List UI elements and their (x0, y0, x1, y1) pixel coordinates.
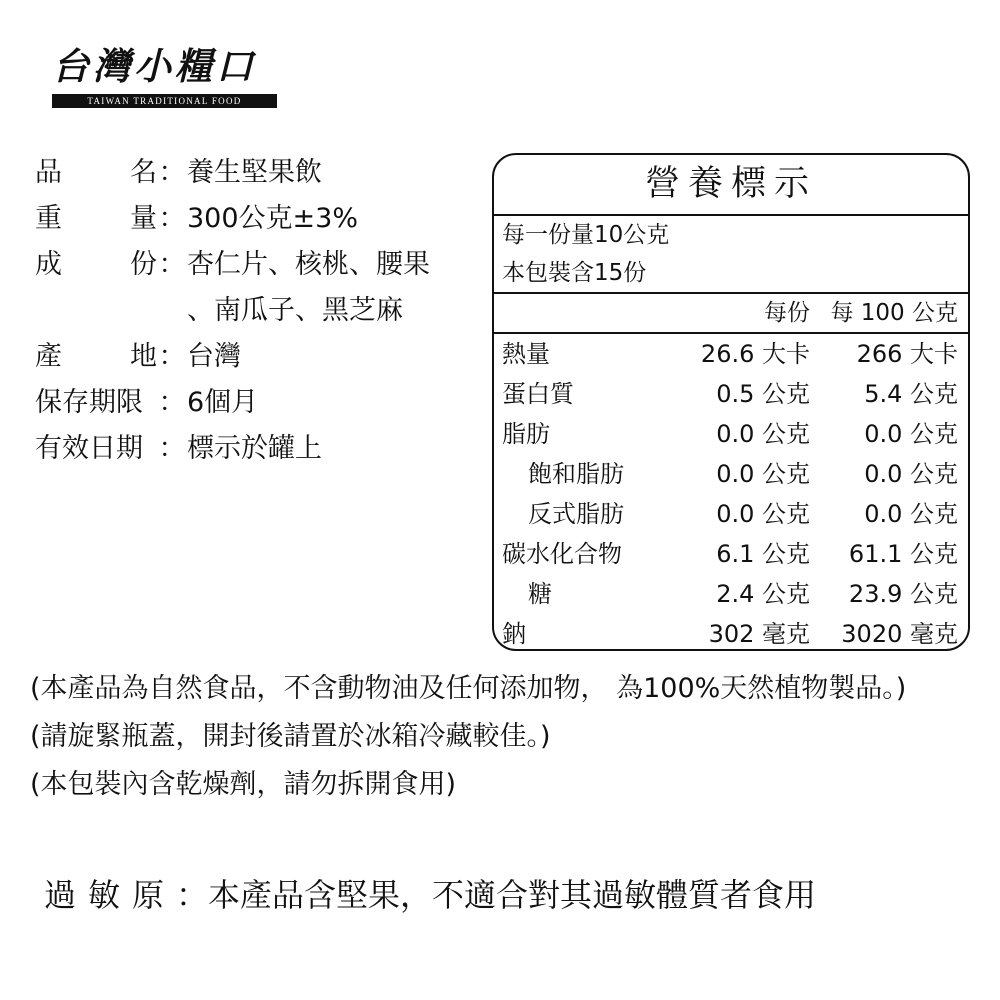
spec-value: 台灣 (187, 341, 241, 372)
nutrition-facts-panel (492, 153, 970, 651)
spec-colon: ： (158, 387, 186, 418)
spec-label (35, 196, 157, 242)
nutrient-per-serving: 6.1 公克 (716, 540, 810, 568)
nutrition-row (494, 334, 968, 374)
spec-value: 養生堅果飲 (187, 157, 322, 188)
nutrition-rows (494, 334, 968, 651)
brand-logo (52, 42, 277, 108)
spec-row (35, 288, 430, 334)
nutrient-per-100g: 3020 毫克 (841, 620, 958, 648)
spec-label-char: 成 (35, 249, 62, 280)
spec-value: 6個月 (187, 387, 259, 418)
nutrition-title: 營養標示 (494, 155, 968, 216)
spec-label-char: 重 (35, 203, 62, 234)
spec-label-char: 量 (130, 203, 157, 234)
nutrition-row (494, 374, 968, 414)
brand-name: 台灣小糧口 (52, 44, 257, 88)
spec-label-char: 品 (35, 157, 62, 188)
nutrient-name: 飽和脂肪 (528, 460, 624, 488)
spec-label-char: 有效日期 (35, 433, 143, 464)
spec-label (35, 242, 157, 288)
spec-label (35, 380, 157, 426)
header-per-100g: 每 100 公克 (830, 300, 958, 326)
spec-label (35, 334, 157, 380)
nutrient-name: 蛋白質 (502, 380, 574, 408)
spec-colon: ： (158, 433, 186, 464)
spec-row (35, 334, 430, 380)
nutrition-row (494, 574, 968, 614)
allergen-colon: ： (176, 876, 209, 914)
note-line: (請旋緊瓶蓋，開封後請置於冰箱冷藏較佳。) (30, 721, 551, 752)
spec-label-char: 名 (130, 157, 157, 188)
nutrition-row (494, 494, 968, 534)
spec-colon: ： (158, 157, 186, 188)
nutrient-per-100g: 23.9 公克 (848, 580, 958, 608)
spec-value: 杏仁片、核桃、腰果 (187, 249, 430, 280)
allergen-warning (44, 870, 816, 916)
product-specs (35, 150, 430, 472)
serving-size: 每一份量10公克 (502, 222, 670, 248)
nutrition-row (494, 414, 968, 454)
nutrient-per-100g: 0.0 公克 (864, 420, 958, 448)
nutrition-row (494, 454, 968, 494)
spec-row (35, 242, 430, 288)
nutrient-per-100g: 61.1 公克 (848, 540, 958, 568)
nutrient-per-100g: 266 大卡 (856, 340, 958, 368)
nutrient-per-serving: 2.4 公克 (716, 580, 810, 608)
note-line: (本包裝內含乾燥劑，請勿拆開食用) (30, 769, 457, 800)
nutrient-per-100g: 0.0 公克 (864, 500, 958, 528)
nutrient-per-serving: 0.0 公克 (716, 460, 810, 488)
header-per-serving: 每份 (764, 300, 810, 326)
nutrient-name: 碳水化合物 (502, 540, 622, 568)
spec-label-char: 地 (130, 341, 157, 372)
spec-label (35, 426, 157, 472)
spec-value: 300公克±3% (187, 203, 358, 234)
nutrient-name: 熱量 (502, 340, 550, 368)
nutrition-column-header (494, 294, 968, 334)
nutrition-row (494, 614, 968, 651)
nutrient-per-serving: 26.6 大卡 (700, 340, 810, 368)
nutrient-per-serving: 0.0 公克 (716, 500, 810, 528)
nutrient-name: 鈉 (502, 620, 526, 648)
brand-tagline: TAIWAN TRADITIONAL FOOD (52, 94, 277, 108)
spec-label-char: 保存期限 (35, 387, 143, 418)
nutrient-per-serving: 302 毫克 (708, 620, 810, 648)
spec-row (35, 380, 430, 426)
nutrient-name: 反式脂肪 (528, 500, 624, 528)
allergen-label: 過敏原 (44, 876, 177, 914)
spec-row (35, 150, 430, 196)
spec-colon: ： (158, 341, 186, 372)
spec-label-char: 產 (35, 341, 62, 372)
servings-per-pack: 本包裝含15份 (494, 254, 968, 294)
allergen-text: 本產品含堅果，不適合對其過敏體質者食用 (208, 876, 817, 914)
spec-value: 標示於罐上 (187, 433, 322, 464)
nutrient-name: 脂肪 (502, 420, 550, 448)
nutrient-per-100g: 0.0 公克 (864, 460, 958, 488)
nutrition-row (494, 534, 968, 574)
spec-value-continuation: 、南瓜子、黑芝麻 (187, 295, 403, 326)
note-line: (本產品為自然食品，不含動物油及任何添加物， 為100%天然植物製品。) (30, 673, 907, 704)
header-spacer (494, 294, 684, 332)
nutrient-per-serving: 0.0 公克 (716, 420, 810, 448)
spec-colon: ： (158, 249, 186, 280)
nutrient-name: 糖 (528, 580, 552, 608)
product-notes (30, 665, 970, 809)
spec-label (35, 150, 157, 196)
spec-label-char: 份 (130, 249, 157, 280)
nutrient-per-serving: 0.5 公克 (716, 380, 810, 408)
spec-row (35, 426, 430, 472)
spec-row (35, 196, 430, 242)
nutrient-per-100g: 5.4 公克 (864, 380, 958, 408)
spec-colon: ： (158, 203, 186, 234)
